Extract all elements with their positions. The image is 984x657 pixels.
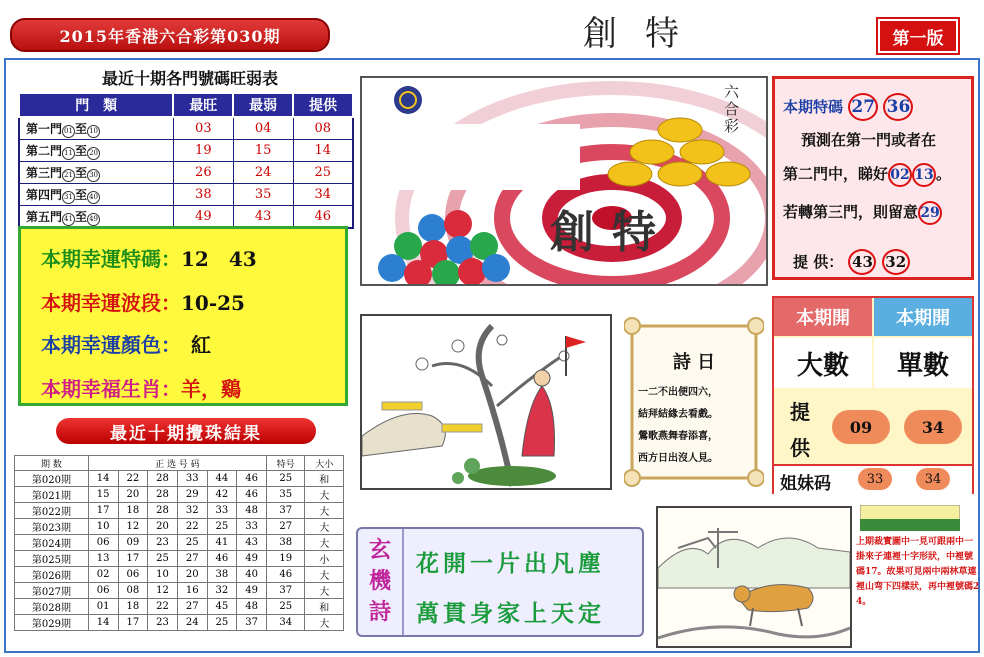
special-text: 若轉第三門，則留意 [783,203,919,221]
door-label: 第一門 [26,121,63,136]
number-cell: 45 [207,599,237,615]
provide-label: 提 供： [793,253,844,271]
special-text: 。 [936,165,952,183]
special-provide [793,249,910,275]
mystery-line: 萬貫身家上天定 [416,600,605,627]
results-title-banner [56,418,316,444]
value-cell-offer: 34 [293,184,353,206]
number-cell: 16 [177,583,207,599]
issue-cell: 第021期 [15,487,89,503]
mystery-char: 詩 [368,599,391,625]
mystery-char: 機 [368,568,391,594]
table-row [15,615,344,631]
value-cell-offer: 46 [293,206,353,229]
provide-number: 32 [882,249,910,275]
size-cell: 大 [305,519,344,535]
mystery-side [366,535,394,628]
issue-cell: 第027期 [15,583,89,599]
number-cell: 32 [177,503,207,519]
value-cell-max: 38 [173,184,233,206]
special-cell: 19 [266,551,305,567]
number-cell: 49 [237,583,267,599]
table-row [15,567,344,583]
number-cell: 08 [118,583,148,599]
open-big: 大數 [774,338,872,388]
sister-row [774,464,972,494]
special-cell: 27 [266,519,305,535]
size-cell: 大 [305,615,344,631]
logo-text: 六合彩 [724,83,740,135]
mini-pic-icon [860,505,960,531]
table-header-row [15,456,344,471]
special-circled: 13 [912,163,936,187]
special-number-panel [772,76,974,280]
number-cell: 18 [118,503,148,519]
special-line [783,163,951,187]
table-row [15,583,344,599]
lucky-row [41,329,211,358]
number-cell: 41 [207,535,237,551]
door-label-cell [19,140,173,162]
header-cell: 正 选 号 码 [88,456,266,471]
size-cell: 和 [305,471,344,487]
size-cell: 大 [305,535,344,551]
special-circled: 29 [918,201,942,225]
number-cell: 33 [207,503,237,519]
poem-line: 結拜結緣去看戲。 [638,409,718,420]
range-to: 至 [75,121,88,136]
special-cell: 25 [266,471,305,487]
door-label-cell [19,117,173,140]
lucky-label: 本期幸運特碼： [41,247,181,271]
door-label-cell [19,184,173,206]
number-cell: 14 [88,615,118,631]
special-cell: 38 [266,535,305,551]
animal-illustration [656,506,852,648]
results-title: 最近十期攪珠結果 [110,423,262,444]
number-cell: 46 [207,551,237,567]
sister-label: 姐妹码 [780,474,831,494]
special-cell: 46 [266,567,305,583]
tree-illustration [360,314,612,490]
number-cell: 48 [237,599,267,615]
results-table [14,455,344,631]
door-label-cell [19,162,173,184]
number-cell: 06 [118,567,148,583]
number-cell: 22 [148,599,178,615]
table-row [15,471,344,487]
lucky-label: 本期幸運顏色： [41,333,171,357]
value-cell-min: 24 [233,162,293,184]
value-cell-max: 49 [173,206,233,229]
value-cell-offer: 25 [293,162,353,184]
special-text: 第二門中，睇好 [783,165,889,183]
number-cell: 10 [148,567,178,583]
number-cell: 23 [148,535,178,551]
range-end: 40 [87,191,100,204]
issue-cell: 第028期 [15,599,89,615]
range-start: 01 [62,125,75,138]
table-row [15,503,344,519]
header-cell: 門 類 [19,93,173,117]
number-cell: 02 [88,567,118,583]
table-row [15,599,344,615]
number-cell: 25 [207,615,237,631]
table-row [19,117,353,140]
main-title: 創特 [583,13,707,54]
number-cell: 24 [177,615,207,631]
issue-cell: 第025期 [15,551,89,567]
issue-cell: 第026期 [15,567,89,583]
number-cell: 01 [88,599,118,615]
provide-char: 供 [790,436,810,460]
table-row [15,535,344,551]
issue-cell: 第024期 [15,535,89,551]
header-cell: 特号 [266,456,305,471]
range-end: 10 [87,125,100,138]
number-cell: 10 [88,519,118,535]
range-start: 41 [62,213,75,226]
number-cell: 33 [177,471,207,487]
door-label: 第二門 [26,143,63,158]
lucky-row [41,373,241,402]
range-start: 11 [62,147,75,160]
header-cell: 提供 [293,93,353,117]
issue-title-banner [10,18,330,52]
issue-cell: 第022期 [15,503,89,519]
number-cell: 25 [177,535,207,551]
number-cell: 09 [118,535,148,551]
special-line [783,201,942,225]
number-cell: 28 [148,503,178,519]
range-to: 至 [75,187,88,202]
previous-issue-note [856,505,980,649]
number-cell: 32 [207,583,237,599]
open-head: 本期開 [774,298,872,336]
poem-lines [638,382,750,470]
issue-cell: 第029期 [15,615,89,631]
lucky-row [41,287,245,316]
table-row [15,487,344,503]
issue-cell: 第020期 [15,471,89,487]
table-row [19,184,353,206]
value-cell-min: 35 [233,184,293,206]
special-cell: 34 [266,615,305,631]
number-cell: 20 [118,487,148,503]
number-cell: 12 [148,583,178,599]
lucky-label: 本期幸運波段： [41,291,181,315]
lucky-box [18,226,348,406]
lucky-value: 紅 [171,333,211,357]
special-cell: 35 [266,487,305,503]
number-cell: 17 [118,615,148,631]
provide-number: 34 [904,410,962,444]
mystery-line: 花開一片出凡塵 [416,550,605,577]
logo-icon [394,86,422,114]
number-cell: 23 [148,615,178,631]
open-forecast-panel [772,296,974,494]
number-cell: 25 [148,551,178,567]
number-cell: 44 [207,471,237,487]
range-to: 至 [75,165,88,180]
door-label: 第三門 [26,165,63,180]
special-cell: 37 [266,583,305,599]
special-heading [783,93,913,121]
range-end: 20 [87,147,100,160]
range-end: 49 [87,213,100,226]
table1-title: 最近十期各門號碼旺弱表 [101,69,278,88]
number-cell: 17 [118,551,148,567]
blank-area [398,124,580,190]
size-cell: 小 [305,551,344,567]
special-label: 本期特碼 [783,98,844,116]
poem-line: 鶯歌燕舞春添喜， [638,431,718,442]
number-cell: 15 [88,487,118,503]
table-header-row [19,93,353,117]
poem-line: 西方日出沒人見。 [638,453,718,464]
range-start: 21 [62,169,75,182]
header-cell: 期 数 [15,456,89,471]
table-row [19,140,353,162]
value-cell-min: 43 [233,206,293,229]
number-cell: 42 [207,487,237,503]
issue-cell: 第023期 [15,519,89,535]
number-cell: 46 [237,471,267,487]
value-cell-offer: 14 [293,140,353,162]
number-cell: 06 [88,535,118,551]
header-cell: 大小 [305,456,344,471]
divider [402,529,404,635]
number-cell: 17 [88,503,118,519]
number-cell: 28 [148,471,178,487]
size-cell: 和 [305,599,344,615]
number-cell: 29 [177,487,207,503]
header-cell: 最旺 [173,93,233,117]
size-cell: 大 [305,583,344,599]
special-cell: 37 [266,503,305,519]
value-cell-min: 04 [233,117,293,140]
range-start: 31 [62,191,75,204]
size-cell: 大 [305,503,344,519]
poem-line: 一二不出便四六， [638,387,718,398]
number-cell: 13 [88,551,118,567]
number-cell: 43 [237,535,267,551]
special-cell: 25 [266,599,305,615]
door-strength-table [18,92,354,229]
door-label: 第五門 [26,209,63,224]
provide-char: 提 [790,400,810,424]
lucky-value: 羊，鷄 [181,377,241,401]
lucky-label: 本期幸福生肖： [41,377,181,401]
open-odd: 單數 [874,338,972,388]
number-cell: 06 [88,583,118,599]
size-cell: 大 [305,487,344,503]
door-label: 第四門 [26,187,63,202]
size-cell: 大 [305,567,344,583]
range-to: 至 [75,143,88,158]
value-cell-min: 15 [233,140,293,162]
number-cell: 25 [207,519,237,535]
table-row [15,551,344,567]
value-cell-max: 26 [173,162,233,184]
lucky-value: 12 43 [181,247,257,271]
sister-number: 34 [916,468,950,490]
table-row [19,162,353,184]
value-cell-offer: 08 [293,117,353,140]
special-line: 預測在第一門或者在 [801,131,937,149]
lucky-row [41,243,257,272]
number-cell: 20 [148,519,178,535]
number-cell: 22 [177,519,207,535]
number-cell: 37 [237,615,267,631]
table-row [15,519,344,535]
number-cell: 27 [177,599,207,615]
number-cell: 18 [118,599,148,615]
open-head: 本期開 [874,298,972,336]
number-cell: 48 [237,503,267,519]
mystery-poem-box [356,527,644,637]
number-cell: 28 [148,487,178,503]
banner-big-text: 創特 [550,207,674,258]
number-cell: 20 [177,567,207,583]
range-end: 30 [87,169,100,182]
door-label-cell [19,206,173,229]
lottery-banner-image [360,76,768,286]
number-cell: 22 [118,471,148,487]
edition-badge: 第一版 [878,19,958,53]
special-circled: 02 [888,163,912,187]
number-cell: 38 [207,567,237,583]
tree-drawing [362,316,610,488]
value-cell-max: 19 [173,140,233,162]
table-row [19,206,353,229]
number-cell: 14 [88,471,118,487]
number-cell: 27 [177,551,207,567]
lucky-value: 10-25 [181,291,245,315]
animal-drawing [658,508,850,646]
poem-title: 詩 日 [672,352,716,373]
number-cell: 33 [237,519,267,535]
mystery-char: 玄 [368,537,391,563]
provide-number: 43 [848,249,876,275]
value-cell-max: 03 [173,117,233,140]
poem-scroll [624,316,764,488]
number-cell: 46 [237,487,267,503]
provide-number: 09 [832,410,890,444]
special-number: 27 [848,93,878,121]
note-text: 上期裁實圖中一見可跟兩中一掛來子連裡十字形狀，中裡號碼17。故果可見兩中兩林草連裡山弯下四樣狀，再中裡號碼24。 [856,537,980,607]
number-cell: 40 [237,567,267,583]
range-to: 至 [75,209,88,224]
number-cell: 12 [118,519,148,535]
issue-title: 2015年香港六合彩第030期 [59,26,281,46]
header-cell: 最弱 [233,93,293,117]
special-number: 36 [883,93,913,121]
number-cell: 49 [237,551,267,567]
sister-number: 33 [858,468,892,490]
